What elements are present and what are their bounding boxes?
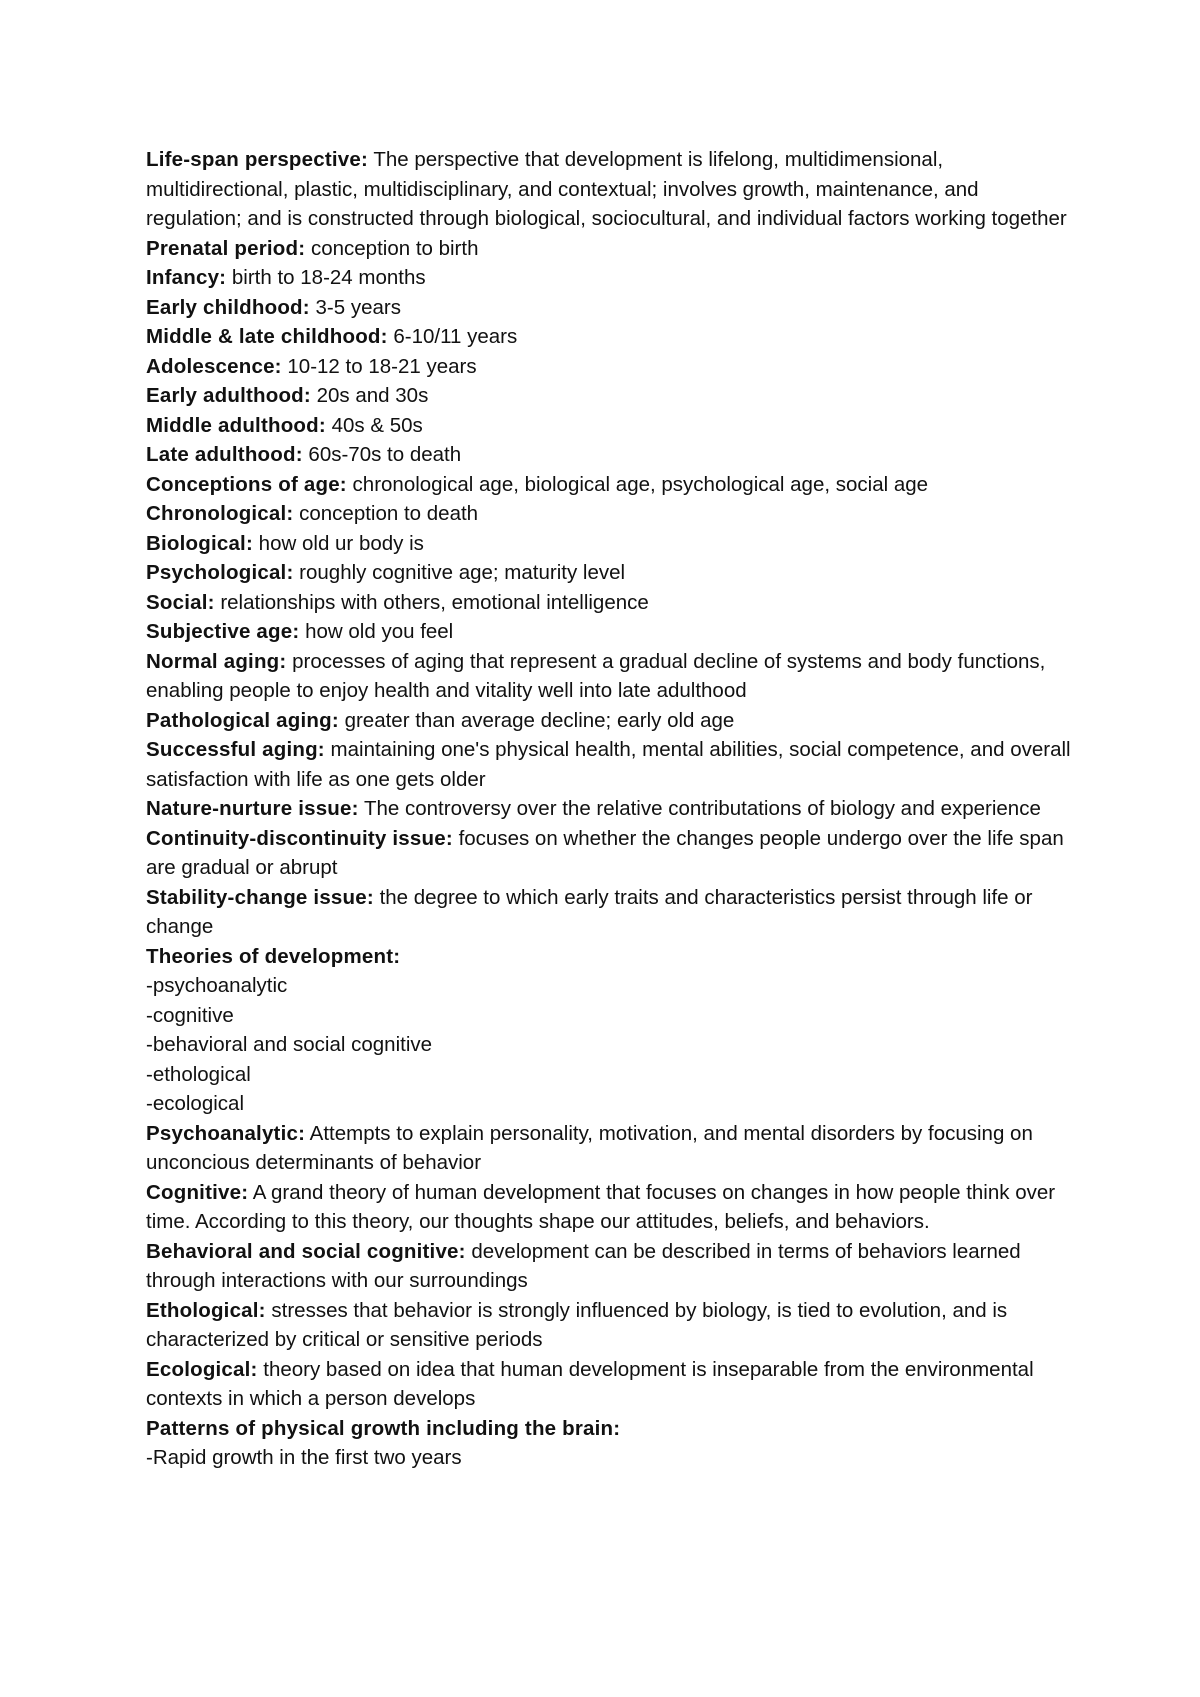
entry-definition: -Rapid growth in the first two years xyxy=(146,1446,462,1469)
entry-term: Middle adulthood: xyxy=(146,413,326,437)
entry-term: Ecological: xyxy=(146,1357,258,1381)
entry xyxy=(146,1119,1076,1178)
entry xyxy=(146,322,1076,352)
entry-definition: -ecological xyxy=(146,1092,244,1115)
entry-definition: A grand theory of human development that focuses on changes in how people think over time. According to this theory, our thoughts shape our attitudes, beliefs, and behaviors. xyxy=(146,1180,1056,1233)
entry xyxy=(146,440,1076,470)
list-item xyxy=(146,1089,1076,1119)
entry-definition: roughly cognitive age; maturity level xyxy=(293,561,626,584)
entry-definition: 10-12 to 18-21 years xyxy=(281,354,477,378)
entry xyxy=(146,293,1076,323)
entry-term: Late adulthood: xyxy=(146,443,303,466)
entry xyxy=(146,1178,1076,1237)
entry-definition: processes of aging that represent a gradual decline of systems and body functions, enabling people to enjoy health and vitality well into late adulthood xyxy=(146,649,1046,702)
entry-definition: development can be described in terms of behaviors learned through interactions with our surroundings xyxy=(146,1239,1021,1292)
list-item xyxy=(146,1060,1076,1090)
entry xyxy=(146,499,1076,529)
entry-definition: 40s & 50s xyxy=(325,413,423,437)
entry-term: Theories of development: xyxy=(146,944,401,968)
entry xyxy=(146,263,1076,293)
entry-term: Psychoanalytic: xyxy=(146,1121,306,1145)
entry-definition: stresses that behavior is strongly influenced by biology, is tied to evolution, and is characterized by critical or sensitive periods xyxy=(146,1298,1008,1351)
entry-definition: 20s and 30s xyxy=(310,384,429,407)
entry-term: Biological: xyxy=(146,531,253,555)
entry-definition: conception to birth xyxy=(305,236,479,260)
entry xyxy=(146,1414,1076,1444)
entry-definition: conception to death xyxy=(293,502,479,525)
entry-term: Social: xyxy=(146,590,215,614)
entry-definition: The perspective that development is lifelong, multidimensional, multidirectional, plastic, multidisciplinary, and contextual; involves growth, maintenance, and regulation; and is constructed through biological, sociocultural, and individual factors working together xyxy=(146,148,1067,230)
entry-definition: birth to 18-24 months xyxy=(226,266,426,289)
entry xyxy=(146,883,1076,942)
entry xyxy=(146,381,1076,411)
entry xyxy=(146,234,1076,264)
entry-definition: -psychoanalytic xyxy=(146,974,288,997)
list-item xyxy=(146,971,1076,1001)
entry-definition: how old you feel xyxy=(299,620,454,643)
entry-term: Stability-change issue: xyxy=(146,885,374,909)
entry xyxy=(146,411,1076,441)
entry-definition: maintaining one's physical health, mental abilities, social competence, and overall satisfaction with life as one gets older xyxy=(146,738,1071,791)
entry-definition: 6-10/11 years xyxy=(387,325,518,348)
entry-definition: -ethological xyxy=(146,1062,251,1086)
entry-definition: 60s-70s to death xyxy=(302,443,462,466)
entry-definition: how old ur body is xyxy=(252,531,424,555)
entry-term: Successful aging: xyxy=(146,738,325,761)
document-page xyxy=(146,145,1076,1473)
entry-term: Chronological: xyxy=(146,502,294,525)
entry-term: Middle & late childhood: xyxy=(146,325,388,348)
entry-definition: focuses on whether the changes people undergo over the life span are gradual or abrupt xyxy=(146,826,1064,879)
entry xyxy=(146,470,1076,500)
entry xyxy=(146,558,1076,588)
entry-term: Cognitive: xyxy=(146,1180,249,1204)
entry-term: Conceptions of age: xyxy=(146,472,347,496)
entry-definition: the degree to which early traits and characteristics persist through life or change xyxy=(146,885,1033,938)
entry-definition: -cognitive xyxy=(146,1003,234,1027)
entry-term: Patterns of physical growth including the brain: xyxy=(146,1416,621,1440)
entry xyxy=(146,1355,1076,1414)
entry-definition: theory based on idea that human development is inseparable from the environmental contexts in which a person develops xyxy=(146,1357,1034,1410)
entry xyxy=(146,706,1076,736)
entry-definition: chronological age, biological age, psychological age, social age xyxy=(346,472,929,496)
entry-term: Life-span perspective: xyxy=(146,148,368,171)
entry-term: Prenatal period: xyxy=(146,236,306,260)
entry-definition: relationships with others, emotional intelligence xyxy=(214,590,649,614)
entry-definition: The controversy over the relative contributations of biology and experience xyxy=(358,797,1041,820)
entry-term: Nature-nurture issue: xyxy=(146,797,359,820)
entry-term: Behavioral and social cognitive: xyxy=(146,1239,466,1263)
entry xyxy=(146,735,1076,794)
entry xyxy=(146,145,1076,234)
entry-term: Subjective age: xyxy=(146,620,300,643)
entry-term: Infancy: xyxy=(146,266,227,289)
entry-term: Adolescence: xyxy=(146,354,282,378)
entry-definition: greater than average decline; early old age xyxy=(338,708,735,732)
entry xyxy=(146,824,1076,883)
entry xyxy=(146,617,1076,647)
entry-definition: 3-5 years xyxy=(309,295,401,319)
entry-term: Early adulthood: xyxy=(146,384,311,407)
entry-term: Psychological: xyxy=(146,561,294,584)
entry-term: Continuity-discontinuity issue: xyxy=(146,826,453,850)
entry xyxy=(146,794,1076,824)
list-item xyxy=(146,1030,1076,1060)
entry-term: Early childhood: xyxy=(146,295,310,319)
entry xyxy=(146,1296,1076,1355)
list-item xyxy=(146,1001,1076,1031)
entry xyxy=(146,647,1076,706)
entry xyxy=(146,529,1076,559)
list-item xyxy=(146,1443,1076,1473)
entry-term: Normal aging: xyxy=(146,649,287,673)
entry-term: Ethological: xyxy=(146,1298,266,1322)
entry-definition: Attempts to explain personality, motivation, and mental disorders by focusing on unconcious determinants of behavior xyxy=(146,1121,1033,1174)
entry-term: Pathological aging: xyxy=(146,708,339,732)
entry-definition: -behavioral and social cognitive xyxy=(146,1033,433,1056)
entry xyxy=(146,352,1076,382)
entry xyxy=(146,588,1076,618)
entry xyxy=(146,1237,1076,1296)
entry xyxy=(146,942,1076,972)
